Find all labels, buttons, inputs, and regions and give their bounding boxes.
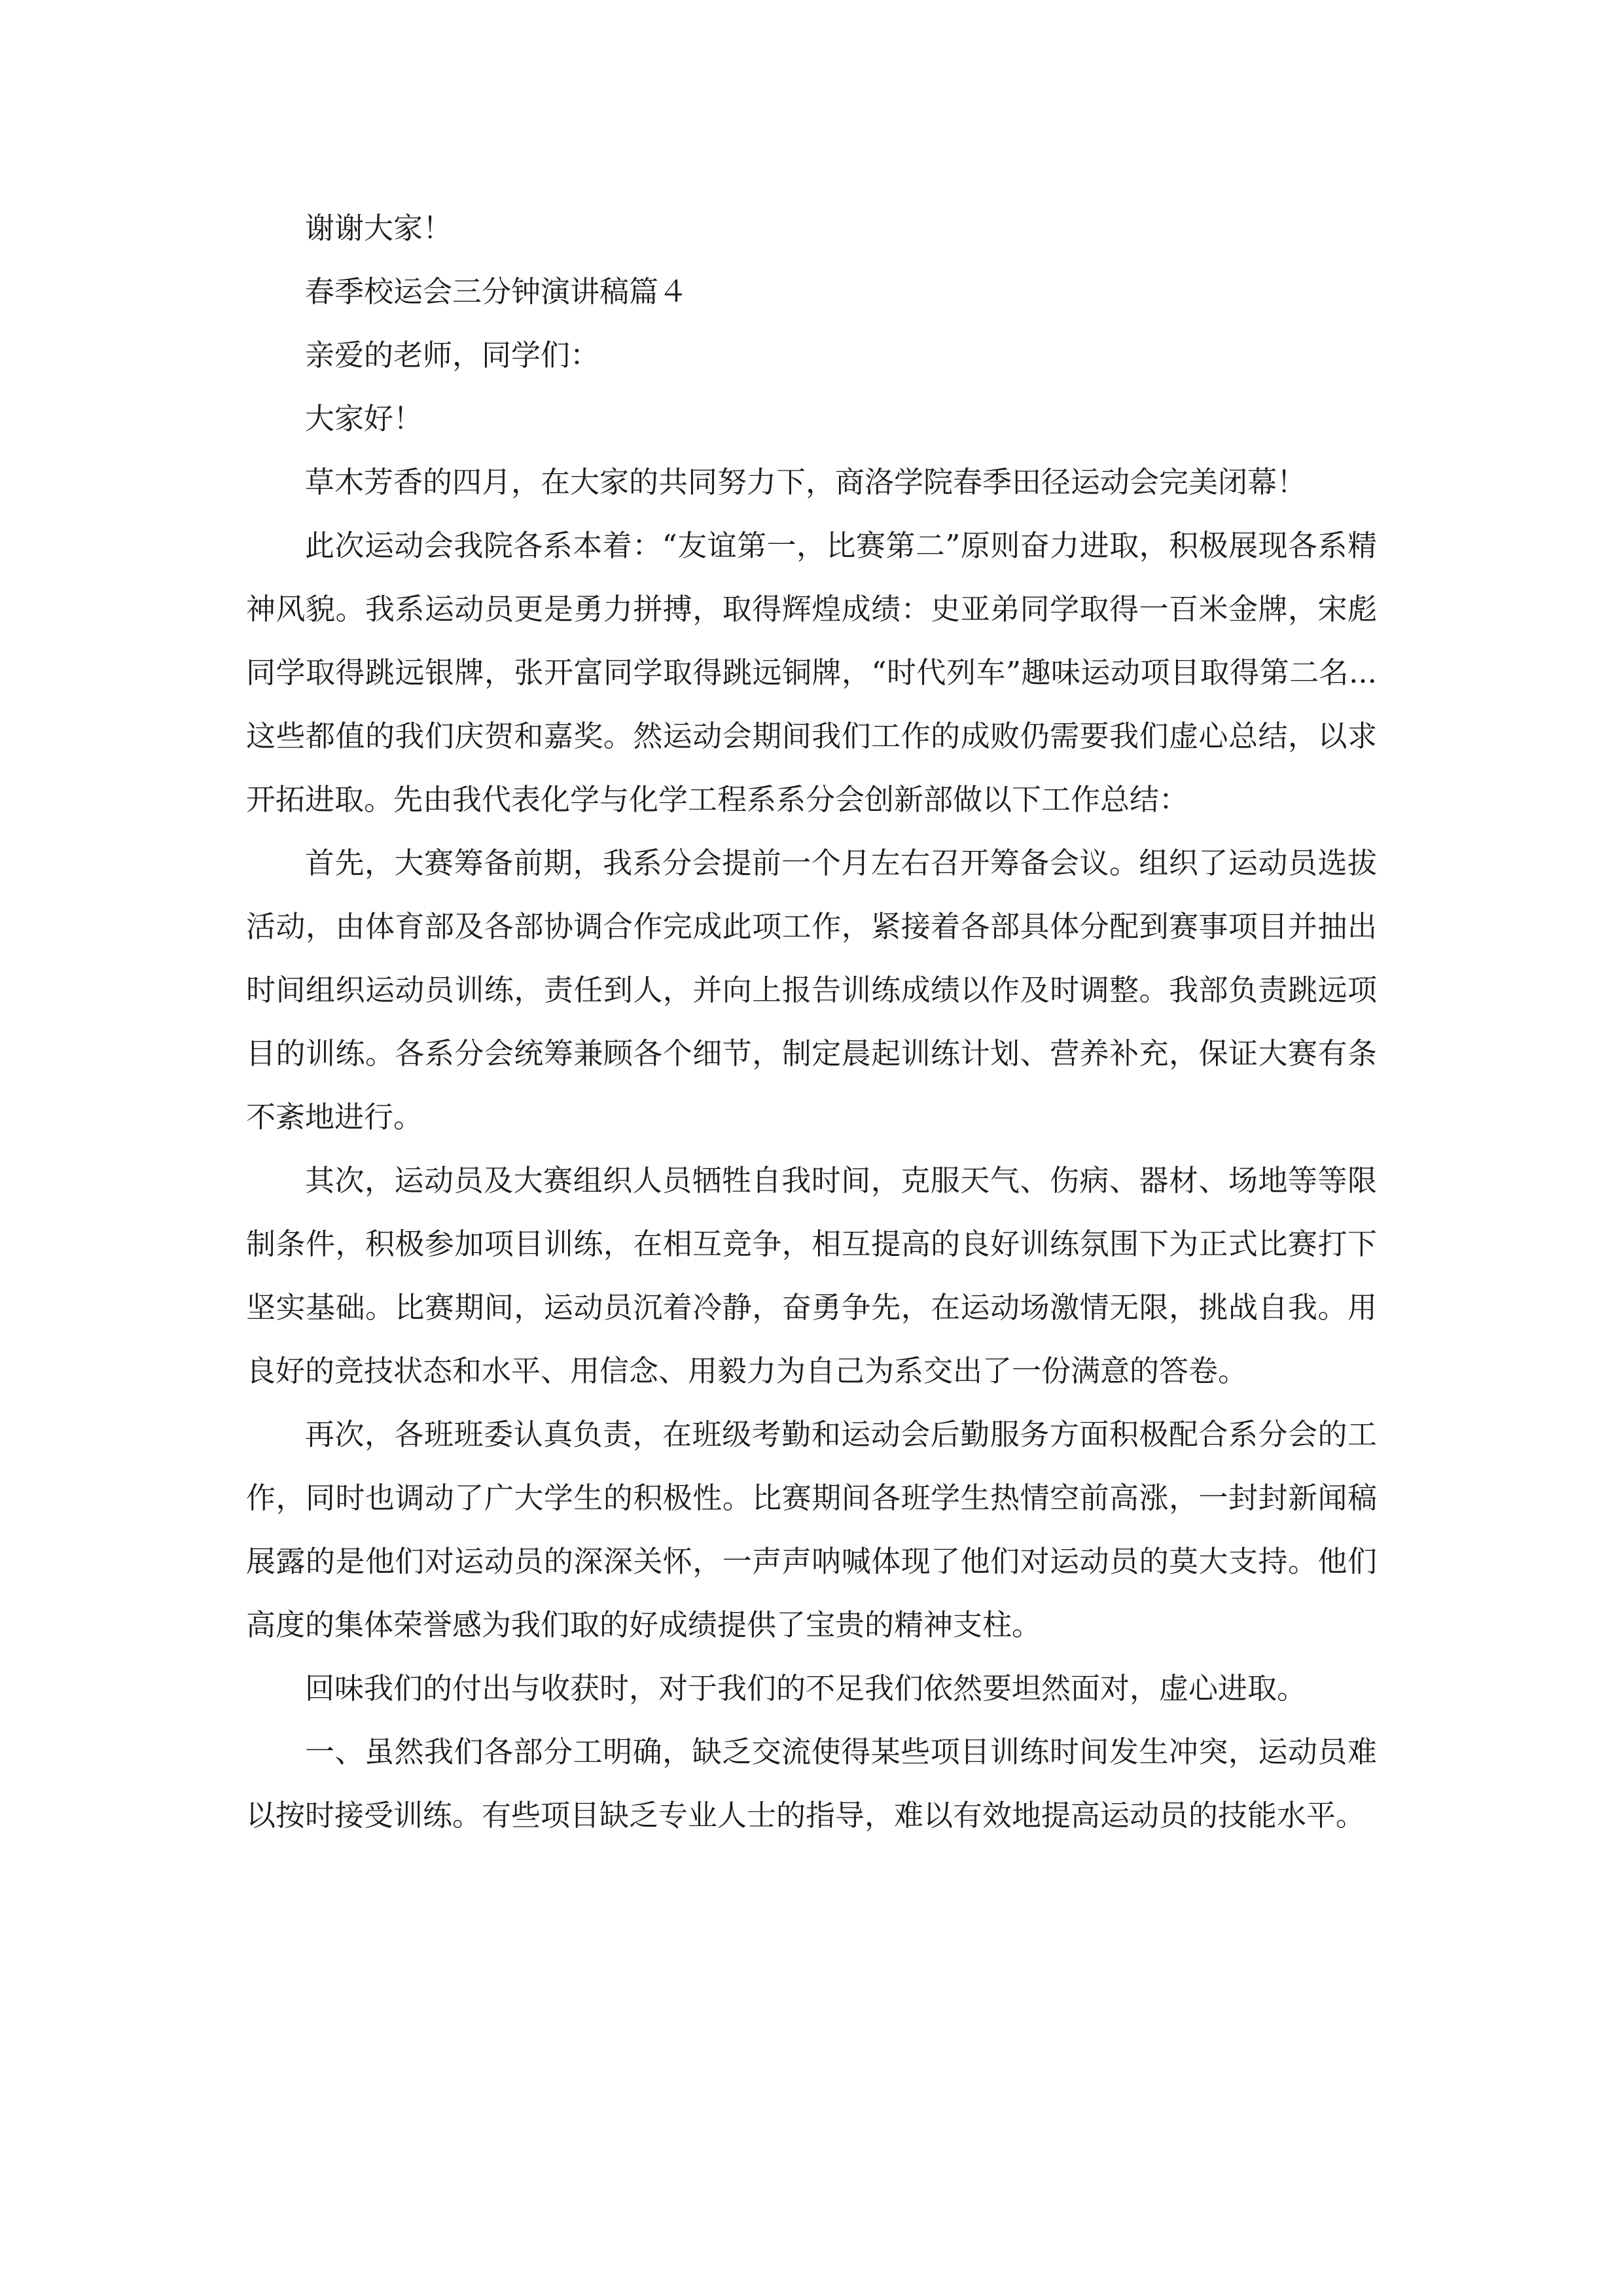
paragraph-second: 其次，运动员及大赛组织人员牺牲自我时间，克服天气、伤病、器材、场地等等限制条件，积极参加项目训练，在相互竞争，相互提高的良好训练氛围下为正式比赛打下坚实基础。比赛期间，运动员沉着冷静，奋勇争先，在运动场激情无限，挑战自我。用良好的竞技状态和水平、用信念、用毅力为自己为系交出了一份满意的答卷。 xyxy=(246,1163,1377,1388)
paragraph-results: 此次运动会我院各系本着：“友谊第一，比赛第二”原则奋力进取，积极展现各系精神风貌。我系运动员更是勇力拼搏，取得辉煌成绩：史亚弟同学取得一百米金牌，宋彪同学取得跳远银牌，张开富同学取得跳远铜牌，“时代列车”趣味运动项目取得第二名...这些都值的我们庆贺和嘉奖。然运动会期间我们工作的成败仍需要我们虚心总结，以求开拓进取。先由我代表化学与化学工程系系分会创新部做以下工作总结： xyxy=(246,528,1377,817)
paragraph-reflection: 回味我们的付出与收获时，对于我们的不足我们依然要坦然面对，虚心进取。 xyxy=(305,1671,1307,1706)
paragraph-shortcoming-1: 一、虽然我们各部分工明确，缺乏交流使得某些项目训练时间发生冲突，运动员难以按时接受训练。有些项目缺乏专业人士的指导，难以有效地提高运动员的技能水平。 xyxy=(246,1734,1377,1833)
paragraph-third: 再次，各班班委认真负责，在班级考勤和运动会后勤服务方面积极配合系分会的工作，同时也调动了广大学生的积极性。比赛期间各班学生热情空前高涨，一封封新闻稿展露的是他们对运动员的深深关怀，一声声呐喊体现了他们对运动员的莫大支持。他们高度的集体荣誉感为我们取的好成绩提供了宝贵的精神支柱。 xyxy=(246,1417,1377,1642)
paragraph-salutation: 亲爱的老师，同学们： xyxy=(305,338,600,372)
paragraph-title: 春季校运会三分钟演讲稿篇４ xyxy=(305,274,688,309)
document-body xyxy=(246,196,1377,1847)
paragraph-intro: 草木芳香的四月，在大家的共同努力下，商洛学院春季田径运动会完美闭幕！ xyxy=(305,465,1307,499)
paragraph-thanks: 谢谢大家！ xyxy=(305,211,453,245)
paragraph-first: 首先，大赛筹备前期，我系分会提前一个月左右召开筹备会议。组织了运动员选拔活动，由体育部及各部协调合作完成此项工作，紧接着各部具体分配到赛事项目并抽出时间组织运动员训练，责任到人，并向上报告训练成绩以作及时调整。我部负责跳远项目的训练。各系分会统筹兼顾各个细节，制定晨起训练计划、营养补充，保证大赛有条不紊地进行。 xyxy=(246,846,1377,1134)
paragraph-greeting: 大家好！ xyxy=(305,401,423,436)
